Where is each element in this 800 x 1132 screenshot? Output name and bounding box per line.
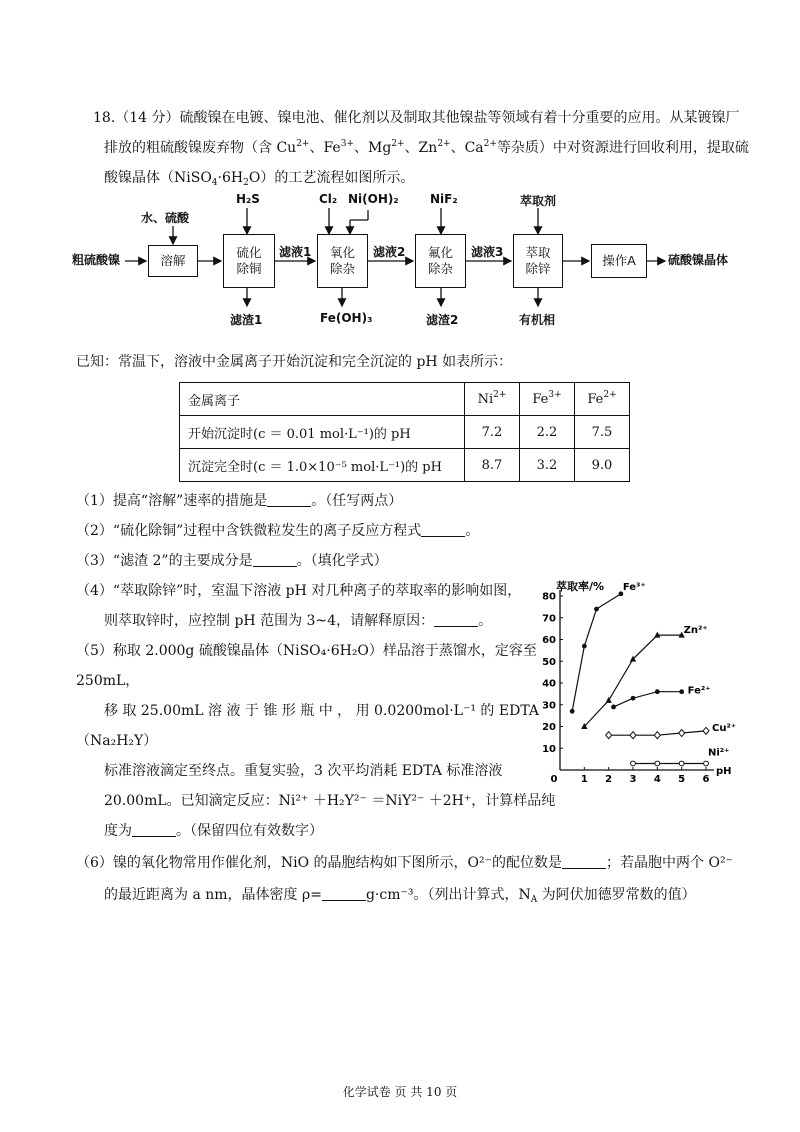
intro-text-2a: 排放的粗硫酸镍废弃物（含 Cu <box>104 140 297 156</box>
y-tick-label: 30 <box>542 700 556 712</box>
table-row-label: 沉淀完全时(c ＝ 1.0×10⁻⁵ mol·L⁻¹)的 pH <box>180 449 465 482</box>
flow-box-sulfide-copper <box>223 234 275 288</box>
series-label: Cu²⁺ <box>712 722 737 734</box>
flow-box-extract-zinc <box>513 234 563 288</box>
part-text: 则萃取锌时，应控制 pH 范围为 3~4，请解释原因： <box>104 613 435 629</box>
data-point <box>679 761 684 766</box>
reagent-cl2: Cl₂ <box>319 192 338 206</box>
flow-box-dissolve <box>148 245 198 277</box>
data-point <box>582 644 587 649</box>
intro-text-3a: 酸镍晶体（NiSO <box>104 170 212 186</box>
page-footer: 化学试卷 页 共 10 页 <box>342 1085 458 1099</box>
x-tick-label: 3 <box>629 774 637 785</box>
data-point <box>631 761 636 766</box>
filtrate-2-label: 滤液2 <box>373 245 406 259</box>
y-tick-label: 70 <box>542 613 556 625</box>
x-axis-label: pH <box>716 766 732 777</box>
table-row-label: 开始沉淀时(c ＝ 0.01 mol·L⁻¹)的 pH <box>180 416 465 449</box>
x-tick-label: 6 <box>702 774 710 785</box>
box-label: 氟化 <box>427 245 453 260</box>
table-cell: 8.7 <box>465 449 520 482</box>
part-text: 为阿伏加德罗常数的值） <box>537 887 696 903</box>
part-4-line-2 <box>104 611 492 631</box>
known-statement: 已知：常温下，溶液中金属离子开始沉淀和完全沉淀的 pH 如表所示： <box>76 354 513 370</box>
question-intro-line-1 <box>93 108 740 128</box>
data-point <box>654 732 660 739</box>
table-header-cell: 金属离子 <box>180 383 465 416</box>
series-label: Fe²⁺ <box>687 685 711 697</box>
part-5-line-7 <box>104 821 323 841</box>
ion: Fe <box>532 391 549 407</box>
reagent-nioh2: Ni(OH)₂ <box>348 192 399 206</box>
charge: 3+ <box>548 389 562 400</box>
flow-start-label: 粗硫酸镍 <box>72 253 121 267</box>
flow-box-fluoride <box>415 234 466 288</box>
y-axis-label: 萃取率/% <box>556 580 605 593</box>
box-label: 除铜 <box>236 261 262 276</box>
part-text: 的最近距离为 a nm，晶体密度 ρ= <box>104 887 322 903</box>
charge: 2+ <box>603 389 617 400</box>
intro-text-2d: 、Zn <box>404 140 438 156</box>
part-5-line-6: 20.00mL。已知滴定反应：Ni²⁺ ＋H₂Y²⁻ ＝NiY²⁻ ＋2H⁺，计算样品纯 <box>104 793 556 809</box>
y-tick-label: 40 <box>542 678 556 690</box>
answer-blank[interactable] <box>434 612 478 627</box>
reagent-water-acid: 水、硫酸 <box>141 211 190 225</box>
data-point <box>606 732 612 739</box>
charge: 2+ <box>296 139 310 149</box>
table-cell: 2.2 <box>520 416 575 449</box>
extraction-rate-chart <box>535 580 737 785</box>
part-text: 。 <box>465 523 480 539</box>
box-label: 除杂 <box>329 261 355 276</box>
data-point <box>679 730 685 737</box>
series-label: Ni²⁺ <box>708 747 730 759</box>
filtrate-3-label: 滤液3 <box>471 245 504 259</box>
answer-blank[interactable] <box>253 552 297 567</box>
part-text: g·cm⁻³。（列出计算式，N <box>365 887 531 903</box>
table-cell: 7.5 <box>575 416 630 449</box>
data-point <box>594 607 599 612</box>
part-5-line-3: 移 取 25.00mL 溶 液 于 锥 形 瓶 中 ， 用 0.0200mol·L⁻¹ 的 EDTA <box>104 703 539 719</box>
part-text: 。 <box>478 613 493 629</box>
box-label: 除杂 <box>427 261 453 276</box>
subscript: A <box>530 895 538 905</box>
x-tick-label: 2 <box>605 774 613 785</box>
box-label: 萃取 <box>525 245 551 260</box>
charge: 3+ <box>340 139 354 149</box>
part-text: 。（保留四位有效数字） <box>176 823 323 839</box>
intro-text-3c: O）的工艺流程如图所示。 <box>248 170 415 186</box>
intro-text-1: 硫酸镍在电镀、镍电池、催化剂以及制取其他镍盐等领域有着十分重要的应用。从某镀镍厂 <box>179 110 740 126</box>
question-score: （14 分） <box>115 110 180 126</box>
table-header-cell <box>575 383 630 416</box>
charge: 2+ <box>437 139 451 149</box>
part-1 <box>76 491 402 511</box>
answer-blank[interactable] <box>421 522 465 537</box>
part-text: ；若晶胞中两个 O²⁻ <box>606 855 733 871</box>
part-3 <box>76 551 388 571</box>
part-text: 。（任写两点） <box>311 493 403 509</box>
box-label: 硫化 <box>236 245 262 260</box>
part-6-line-1 <box>76 853 733 873</box>
part-4-line-1: （4）“萃取除锌”时，室温下溶液 pH 对几种离子的萃取率的影响如图， <box>76 583 522 599</box>
answer-blank[interactable] <box>267 492 311 507</box>
residue-2-label: 滤渣2 <box>426 313 459 327</box>
part-2 <box>76 521 479 541</box>
chart-series <box>570 591 709 765</box>
part-5-line-5: 标准溶液滴定至终点。重复实验，3 次平均消耗 EDTA 标准溶液 <box>104 763 503 779</box>
subscript: 2 <box>243 178 249 188</box>
feoh3-label: Fe(OH)₃ <box>320 311 373 325</box>
table-cell: 9.0 <box>575 449 630 482</box>
series-line <box>584 635 681 726</box>
chart-labels <box>556 579 736 777</box>
table-cell: 3.2 <box>520 449 575 482</box>
flow-end-label: 硫酸镍晶体 <box>668 253 729 267</box>
reagent-extractant: 萃取剂 <box>520 194 557 208</box>
series-label: Fe³⁺ <box>622 581 646 593</box>
part-5-line-2: 250mL， <box>76 673 140 689</box>
answer-blank[interactable] <box>132 822 176 837</box>
data-point <box>631 696 636 701</box>
charge: 2+ <box>493 389 507 400</box>
flow-box-oxidize <box>317 234 368 288</box>
x-tick-label: 4 <box>653 774 661 785</box>
reagent-nif2: NiF₂ <box>430 192 458 206</box>
data-point <box>630 732 636 739</box>
reagent-h2s: H₂S <box>236 192 260 206</box>
series-label: Zn²⁺ <box>683 625 708 637</box>
charge: 2+ <box>483 139 497 149</box>
part-5-line-1: （5）称取 2.000g 硫酸镍晶体（NiSO₄·6H₂O）样品溶于蒸馏水，定容至 <box>76 643 537 659</box>
intro-text-2f: 等杂质）中对资源进行回收利用，提取硫 <box>496 140 749 156</box>
intro-text-2e: 、Ca <box>450 140 484 156</box>
box-label: 操作A <box>602 253 636 268</box>
answer-blank[interactable] <box>562 854 606 869</box>
subscript: 4 <box>211 178 218 188</box>
x-tick-label: 0 <box>550 774 558 785</box>
data-point <box>605 697 611 703</box>
part-text: （6）镍的氧化物常用作催化剂，NiO 的晶胞结构如下图所示，O²⁻的配位数是 <box>76 855 563 871</box>
ion: Fe <box>587 391 604 407</box>
part-text: 。（填化学式） <box>296 553 388 569</box>
data-point <box>611 705 616 710</box>
table-row <box>180 416 630 449</box>
chart-axes <box>560 590 714 770</box>
residue-1-label: 滤渣1 <box>230 313 263 327</box>
y-tick-label: 20 <box>542 722 556 733</box>
table-row <box>180 449 630 482</box>
organic-phase-label: 有机相 <box>519 313 556 327</box>
precipitation-ph-table <box>179 382 630 482</box>
y-tick-label: 60 <box>542 635 556 646</box>
part-6-line-2 <box>104 885 696 905</box>
data-point <box>703 727 709 734</box>
y-tick-label: 10 <box>542 743 556 755</box>
question-intro-line-2 <box>104 138 749 158</box>
y-tick-label: 50 <box>542 656 556 668</box>
part-text: （3）“滤渣 2”的主要成分是 <box>76 553 253 569</box>
table-cell: 7.2 <box>465 416 520 449</box>
part-text: （2）“硫化除铜”过程中含铁微粒发生的离子反应方程式 <box>76 523 422 539</box>
flow-box-operation-a <box>591 244 647 278</box>
answer-blank[interactable] <box>322 886 366 901</box>
intro-text-2c: 、Mg <box>353 140 392 156</box>
data-point <box>704 761 709 766</box>
series-line <box>614 692 682 707</box>
charge: 2+ <box>391 139 405 149</box>
part-text: 度为 <box>104 823 132 839</box>
x-tick-label: 5 <box>678 774 686 785</box>
part-text: （1）提高“溶解”速率的措施是 <box>76 493 268 509</box>
y-tick-label: 80 <box>542 591 556 603</box>
ion: Ni <box>477 391 494 407</box>
chart-ticks <box>542 592 709 786</box>
box-label: 除锌 <box>525 261 551 276</box>
intro-text-2b: 、Fe <box>309 140 341 156</box>
table-header-row <box>180 383 630 416</box>
table-header-cell <box>465 383 520 416</box>
box-label: 溶解 <box>160 253 186 268</box>
question-intro-line-3 <box>104 168 414 188</box>
part-5-line-4: （Na₂H₂Y） <box>76 733 158 749</box>
x-tick-label: 1 <box>580 774 588 785</box>
box-label: 氧化 <box>329 245 355 260</box>
data-point <box>655 689 660 694</box>
question-number: 18. <box>93 110 116 126</box>
table-header-cell <box>520 383 575 416</box>
data-point <box>679 689 684 694</box>
data-point <box>570 709 575 714</box>
intro-text-3b: ·6H <box>217 170 244 186</box>
filtrate-1-label: 滤液1 <box>279 245 312 259</box>
data-point <box>655 761 660 766</box>
